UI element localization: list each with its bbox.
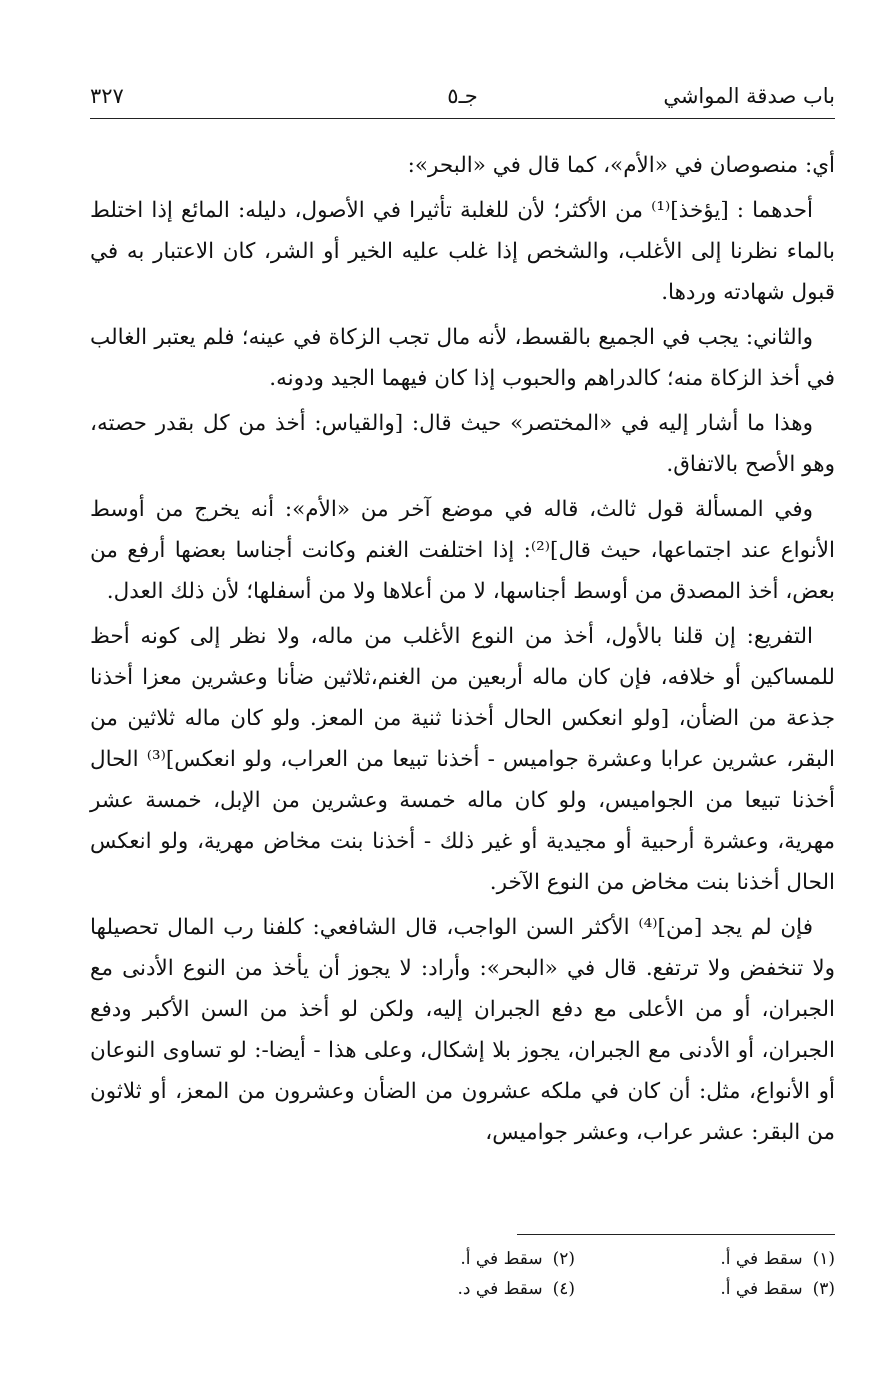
footnote-row [90,1244,835,1274]
footnote-text: سقط في أ. [720,1279,803,1299]
footnotes [90,1244,835,1304]
footnote-divider [517,1234,835,1235]
running-header [90,72,835,119]
paragraph-intro: أي: منصوصان في «الأم»، كما قال في «البحر»: [407,153,835,178]
footnote-2 [315,1244,575,1274]
footnote-text: سقط في أ. [720,1249,803,1269]
paragraph-tafri: التفريع: إن قلنا بالأول، أخذ من النوع الأغلب من ماله، ولا نظر إلى كونه أحظ للمساكين أو خلافه، فإن كان ماله أربعين من الغنم،ثلاثين ضأنا وعشرين معزا أخذنا جذعة من الضأن، [ولو انعكس الحال أخذنا ثنية من المعز. ولو كان ماله ثلاثين من البقر، عشرين عرابا وعشرة جواميس - أخذنا تبيعا من العراب، ولو انعكس]⁽³⁾ الحال أخذنا تبيعا من الجواميس، ولو كان ماله خمسة وعشرين من الإبل، خمسة عشر مهرية، وعشرة أرحبية أو مجيدية أو غير ذلك - أخذنا بنت مخاض مهرية، ولو انعكس الحال أخذنا بنت مخاض من النوع الآخر. [90,624,836,895]
body-text [90,145,835,1153]
footnote-number: (٤) [552,1279,575,1299]
chapter-title: باب صدقة المواشي [663,84,835,108]
paragraph-second-opinion: والثاني: يجب في الجميع بالقسط، لأنه مال تجب الزكاة في عينه؛ فلم يعتبر الغالب في أخذ الزكاة منه؛ كالدراهم والحبوب إذا كان فيهما الجيد ودونه. [90,325,835,391]
footnote-text: سقط في أ. [460,1249,543,1269]
paragraph-third-opinion: وفي المسألة قول ثالث، قاله في موضع آخر من «الأم»: أنه يخرج من أوسط الأنواع عند اجتماعها، حيث قال]⁽²⁾: إذا اختلفت الغنم وكانت أجناسا بعضها أرفع من بعض، أخذ المصدق من أوسط أجناسها، لا من أعلاها ولا من أسفلها؛ لأن ذلك العدل. [90,497,835,604]
page-number: ٣٢٧ [90,84,124,108]
footnote-number: (٣) [812,1279,835,1299]
footnote-3 [575,1274,835,1304]
footnote-number: (٢) [552,1249,575,1269]
volume-label: جـ٥ [447,84,478,108]
footnote-number: (١) [812,1249,835,1269]
paragraph-mukhtasar: وهذا ما أشار إليه في «المختصر» حيث قال: [والقياس: أخذ من كل بقدر حصته، وهو الأصح بالاتفاق. [90,411,835,477]
footnote-4 [315,1274,575,1304]
footnote-1 [575,1244,835,1274]
paragraph-if-not-found: فإن لم يجد [من]⁽⁴⁾ الأكثر السن الواجب، قال الشافعي: كلفنا رب المال تحصيلها ولا تنخفض ولا ترتفع. قال في «البحر»: وأراد: لا يجوز أن يأخذ من النوع الأدنى مع الجبران، أو من الأعلى مع دفع الجبران إليه، ولكن لو أخذ من السن الأكبر ودفع الجبران، أو الأدنى مع الجبران، يجوز بلا إشكال، وعلى هذا - أيضا-: لو تساوى النوعان أو الأنواع، مثل: أن كان في ملكه عشرون من الضأن وعشرون من المعز، أو ثلاثون من البقر: عشر عراب، وعشر جواميس، [90,915,835,1145]
paragraph-first-opinion: أحدهما : [يؤخذ]⁽¹⁾ من الأكثر؛ لأن للغلبة تأثيرا في الأصول، دليله: المائع إذا اختلط بالماء نظرنا إلى الأغلب، والشخص إذا غلب عليه الخير أو الشر، كان الاعتبار به في قبول شهادته وردها. [90,198,835,305]
footnote-text: سقط في د. [457,1279,543,1299]
book-page [90,72,835,1332]
footnote-row [90,1274,835,1304]
